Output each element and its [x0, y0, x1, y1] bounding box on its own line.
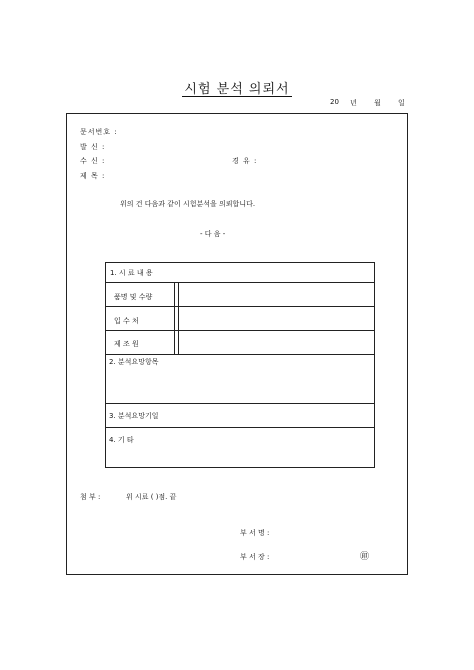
attachment-text: 위 시료 ( )점. 끝 [126, 493, 177, 501]
subject-label: 제 목 : [80, 172, 106, 180]
via-label: 경 유 : [232, 157, 258, 165]
manufacturer-label: 제 조 원 [114, 340, 139, 348]
date-month-unit: 월 [374, 99, 381, 107]
section3-label: 3. 분석요망기일 [109, 412, 159, 420]
notice-heading: - 다 음 - [200, 230, 226, 238]
recipient-label: 수 신 : [80, 157, 106, 165]
section2-label: 2. 분석요망항목 [109, 358, 159, 366]
product-quantity-label: 품명 및 수량 [114, 293, 153, 301]
request-sentence: 위의 건 다음과 같이 시험분석을 의뢰합니다. [120, 200, 256, 208]
section1-label: 1. 시 료 내 용 [110, 269, 153, 277]
title-underline [182, 96, 292, 97]
doc-number-label: 문서번호 : [80, 128, 118, 136]
dept-name-label: 부 서 명 : [240, 529, 270, 537]
table-row-divider [106, 427, 374, 428]
table-row-divider [106, 282, 374, 283]
sender-label: 발 신 : [80, 143, 106, 151]
table-row-divider [106, 330, 374, 331]
document-title: 시험 분석 의뢰서 [184, 82, 290, 97]
date-day-unit: 일 [398, 99, 405, 107]
table-column-divider [174, 282, 175, 354]
table-row-divider [106, 354, 374, 355]
date-year-unit: 년 [350, 99, 357, 107]
table-row-divider [106, 403, 374, 404]
date-year-prefix: 20 [330, 98, 339, 106]
table-row-divider [174, 306, 374, 307]
source-label: 입 수 처 [114, 317, 139, 325]
seal-mark: ㊞ [360, 552, 370, 562]
attachment-label: 첨 부 : [80, 493, 101, 501]
table-row-divider [106, 306, 176, 307]
section4-label: 4. 기 타 [109, 436, 134, 444]
table-column-divider [178, 282, 179, 354]
dept-head-label: 부 서 장 : [240, 553, 270, 561]
